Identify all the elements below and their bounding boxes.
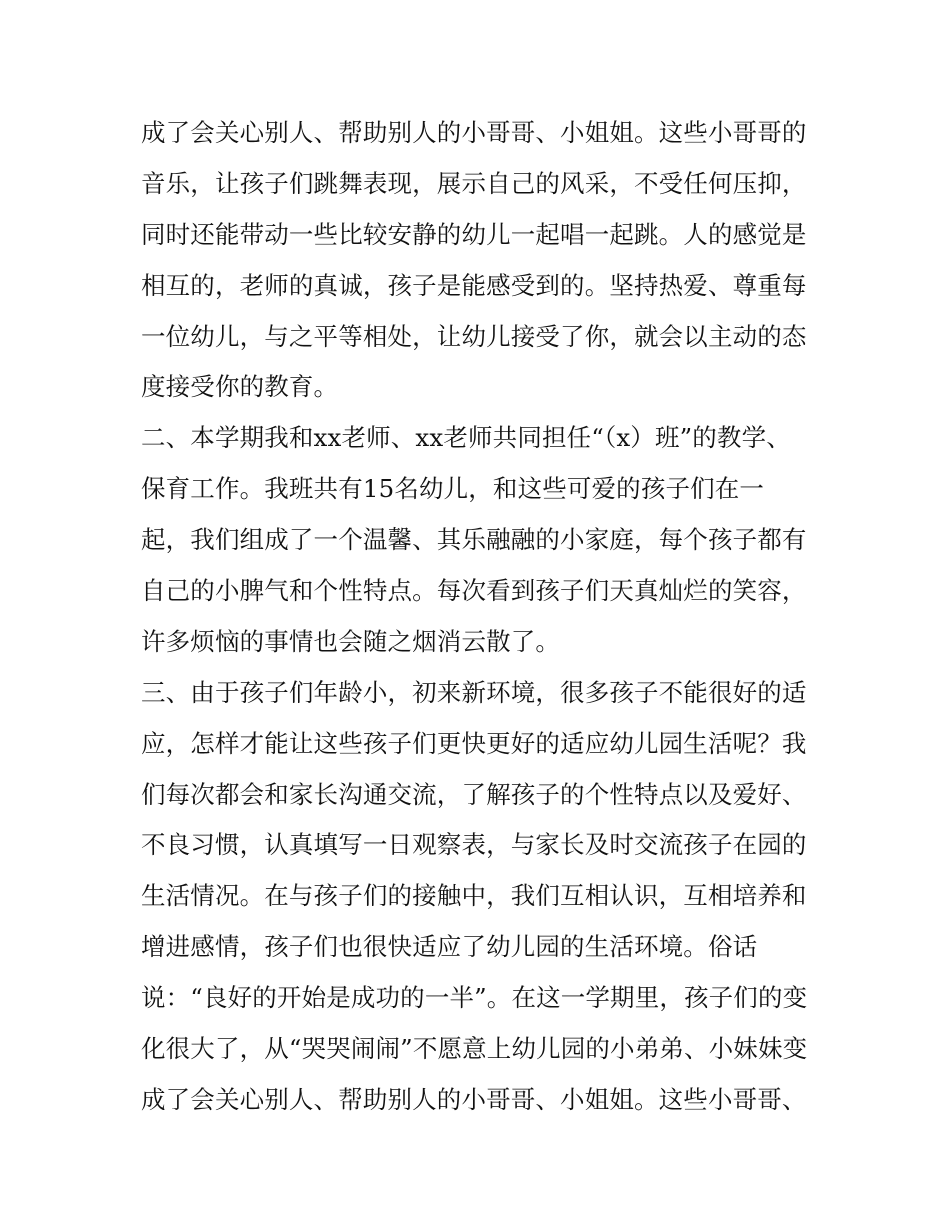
text-line: 成了会关心别人、帮助别人的小哥哥、小姐姐。这些小哥哥的 [141, 118, 807, 147]
text-line: 相互的，老师的真诚，孩子是能感受到的。坚持热爱、尊重每 [141, 270, 807, 300]
text-line: 应，怎样才能让这些孩子们更快更好的适应幼儿园生活呢？我 [141, 728, 807, 758]
text-line: 音乐，让孩子们跳舞表现，展示自己的风采，不受任何压抑， [141, 168, 807, 198]
text-line: 许多烦恼的事情也会随之烟消云散了。 [141, 626, 561, 656]
text-line: 保育工作。我班共有15名幼儿，和这些可爱的孩子们在一 [141, 474, 765, 504]
document-body [141, 108, 821, 1126]
text-line: 自己的小脾气和个性特点。每次看到孩子们天真灿烂的笑容， [141, 576, 807, 606]
text-line: 增进感情，孩子们也很快适应了幼儿园的生活环境。俗话 [141, 932, 758, 962]
text-line: 说：“良好的开始是成功的一半”。在这一学期里，孩子们的变 [141, 983, 808, 1013]
text-line: 成了会关心别人、帮助别人的小哥哥、小姐姐。这些小哥哥、 [141, 1084, 807, 1114]
text-line: 一位幼儿，与之平等相处，让幼儿接受了你，就会以主动的态 [141, 321, 807, 351]
text-line: 起，我们组成了一个温馨、其乐融融的小家庭，每个孩子都有 [141, 525, 807, 555]
text-line: 生活情况。在与孩子们的接触中，我们互相认识，互相培养和 [141, 881, 807, 911]
text-line: 三、由于孩子们年龄小，初来新环境，很多孩子不能很好的适 [141, 677, 807, 707]
text-line: 不良习惯，认真填写一日观察表，与家长及时交流孩子在园的 [141, 830, 807, 860]
text-line: 度接受你的教育。 [141, 372, 339, 402]
text-line: 化很大了，从“哭哭闹闹”不愿意上幼儿园的小弟弟、小妹妹变 [141, 1034, 808, 1064]
text-line: 们每次都会和家长沟通交流，了解孩子的个性特点以及爱好、 [141, 779, 807, 809]
text-line: 同时还能带动一些比较安静的幼儿一起唱一起跳。人的感觉是 [141, 219, 807, 249]
text-line: 二、本学期我和xx老师、xx老师共同担任“（x）班”的教学、 [141, 423, 791, 453]
